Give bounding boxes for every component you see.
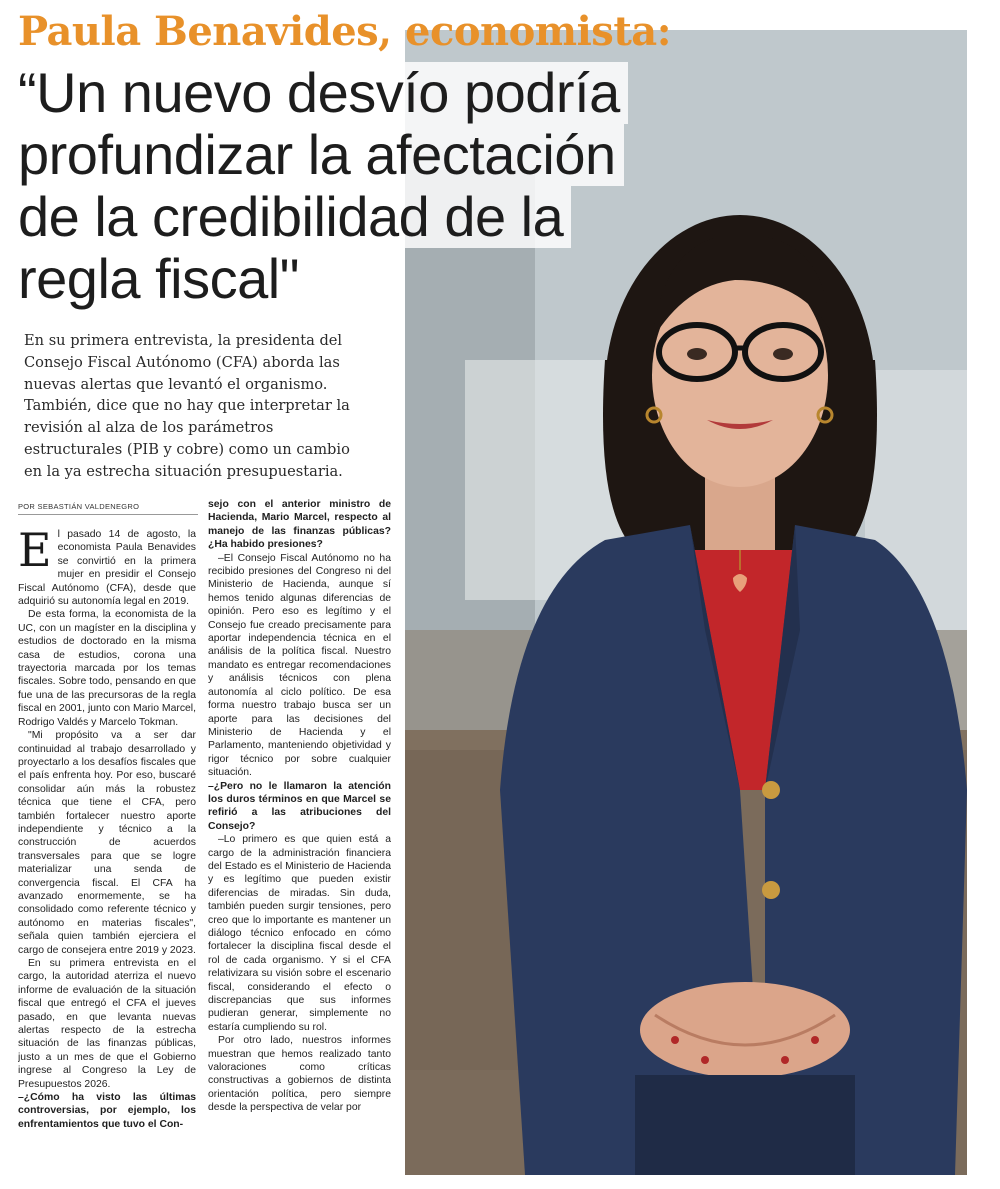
interview-answer: –El Consejo Fiscal Autónomo no ha recibido presiones del Congreso ni del Ministerio de Hacienda, aunque sí hemos tenido algunas diferencias de opinión. Pero eso es legítimo y el Consejo fue creado precisamente para aportar independencia técnica en el análisis de la política fiscal. Nuestro mandato es entregar recomendaciones y análisis técnicos con plena autonomía al ciclo político. De esa forma nuestro trabajo busca ser un aporte para las decisiones del Ministerio de Hacienda y el Parlamento, manteniendo objetividad y rigor técnico por sobre cualquier situación. <box>208 552 391 779</box>
article-dek: En su primera entrevista, la presidenta del Consejo Fiscal Autónomo (CFA) aborda las nuevas alertas que levantó el organismo. También, dice que no hay que interpretar la revisión al alza de los parámetros estructurales (PIB y cobre) como un cambio en la ya estrecha situación presupuestaria. <box>24 332 350 480</box>
article-kicker: Paula Benavides, economista: <box>18 8 671 55</box>
dropcap: E <box>18 528 52 577</box>
interview-question: –¿Cómo ha visto las últimas controversias, por ejemplo, los enfrentamientos que tuvo el Con- <box>18 1092 196 1130</box>
headline-line-2: profundizar la afectación <box>18 124 624 186</box>
paragraph: De esta forma, la economista de la UC, con un magíster en la disciplina y estudios de doctorado en la misma casa de estudios, corona una trayectoria marcada por los temas fiscales. Sobre todo, pensando en que fue una de las precursoras de la regla fiscal en 2001, junto con Mario Marcel, Rodrigo Valdés y Marcelo Tokman. <box>18 609 196 728</box>
body-column-1 <box>18 528 196 1178</box>
headline-line-1: “Un nuevo desvío podría <box>18 62 628 124</box>
body-column-2 <box>208 498 391 1178</box>
headline-line-3: de la credibilidad de la <box>18 186 571 248</box>
interview-answer: –Lo primero es que quien está a cargo de la administración financiera del Estado es el Ministerio de Hacienda y es legítimo que pueden existir diferencias de miradas. Sin duda, también pueden surgir tensiones, pero creo que lo importante es mantener un diálogo técnico enfocado en cómo fortalecer la disciplina fiscal desde el rol de cada organismo. Y si el CFA relativizara su visión sobre el escenario fiscal, considerando el efecto o discrepancias que sus informes pudieran generar, simplemente no estaría cumpliendo su rol. <box>208 834 391 1033</box>
headline-line-4: regla fiscal" <box>18 248 307 310</box>
paragraph-lead <box>18 528 196 608</box>
interview-question: sejo con el anterior ministro de Hacienda, Mario Marcel, respecto al manejo de las finanzas públicas? ¿Ha habido presiones? <box>208 499 391 551</box>
interview-question: –¿Pero no le llamaron la atención los duros términos en que Marcel se refirió a las atribuciones del Consejo? <box>208 780 391 832</box>
paragraph: En su primera entrevista en el cargo, la autoridad aterriza el nuevo informe de evaluación de la situación fiscal que entregó el CFA el jueves pasado, en que levanta nuevas alertas respecto de la estrecha situación de las finanzas públicas, justo a un mes de que el Gobierno ingrese al Congreso la Ley de Presupuestos 2026. <box>18 958 196 1090</box>
interview-answer: Por otro lado, nuestros informes muestran que hemos realizado tanto valoraciones como críticas constructivas a gobiernos de distinta orientación política, pero siempre desde la perspectiva de velar por <box>208 1035 391 1114</box>
lead-text: l pasado 14 de agosto, la economista Paula Benavides se convirtió en la primera mujer en presidir el Consejo Fiscal Autónomo (CFA), desde que adquirió su autonomía legal en 2019. <box>18 529 196 608</box>
article-byline: POR SEBASTIÁN VALDENEGRO <box>18 502 198 515</box>
paragraph: "Mi propósito va a ser dar continuidad al trabajo desarrollado y proyectarlo a los desafíos fiscales que el país enfrenta hoy. Por eso, buscaré consolidar aún más la robustez técnica que tiene el CFA, pero también fortalecer nuestro aporte independiente y técnico a la construcción de acuerdos transversales para que se logre materializar una senda de convergencia fiscal. El CFA ha avanzado enormemente, se ha consolidado como referente técnico y autónomo en materias fiscales", señala quien también ejerciera el cargo de consejera entre 2019 y 2023. <box>18 730 196 956</box>
